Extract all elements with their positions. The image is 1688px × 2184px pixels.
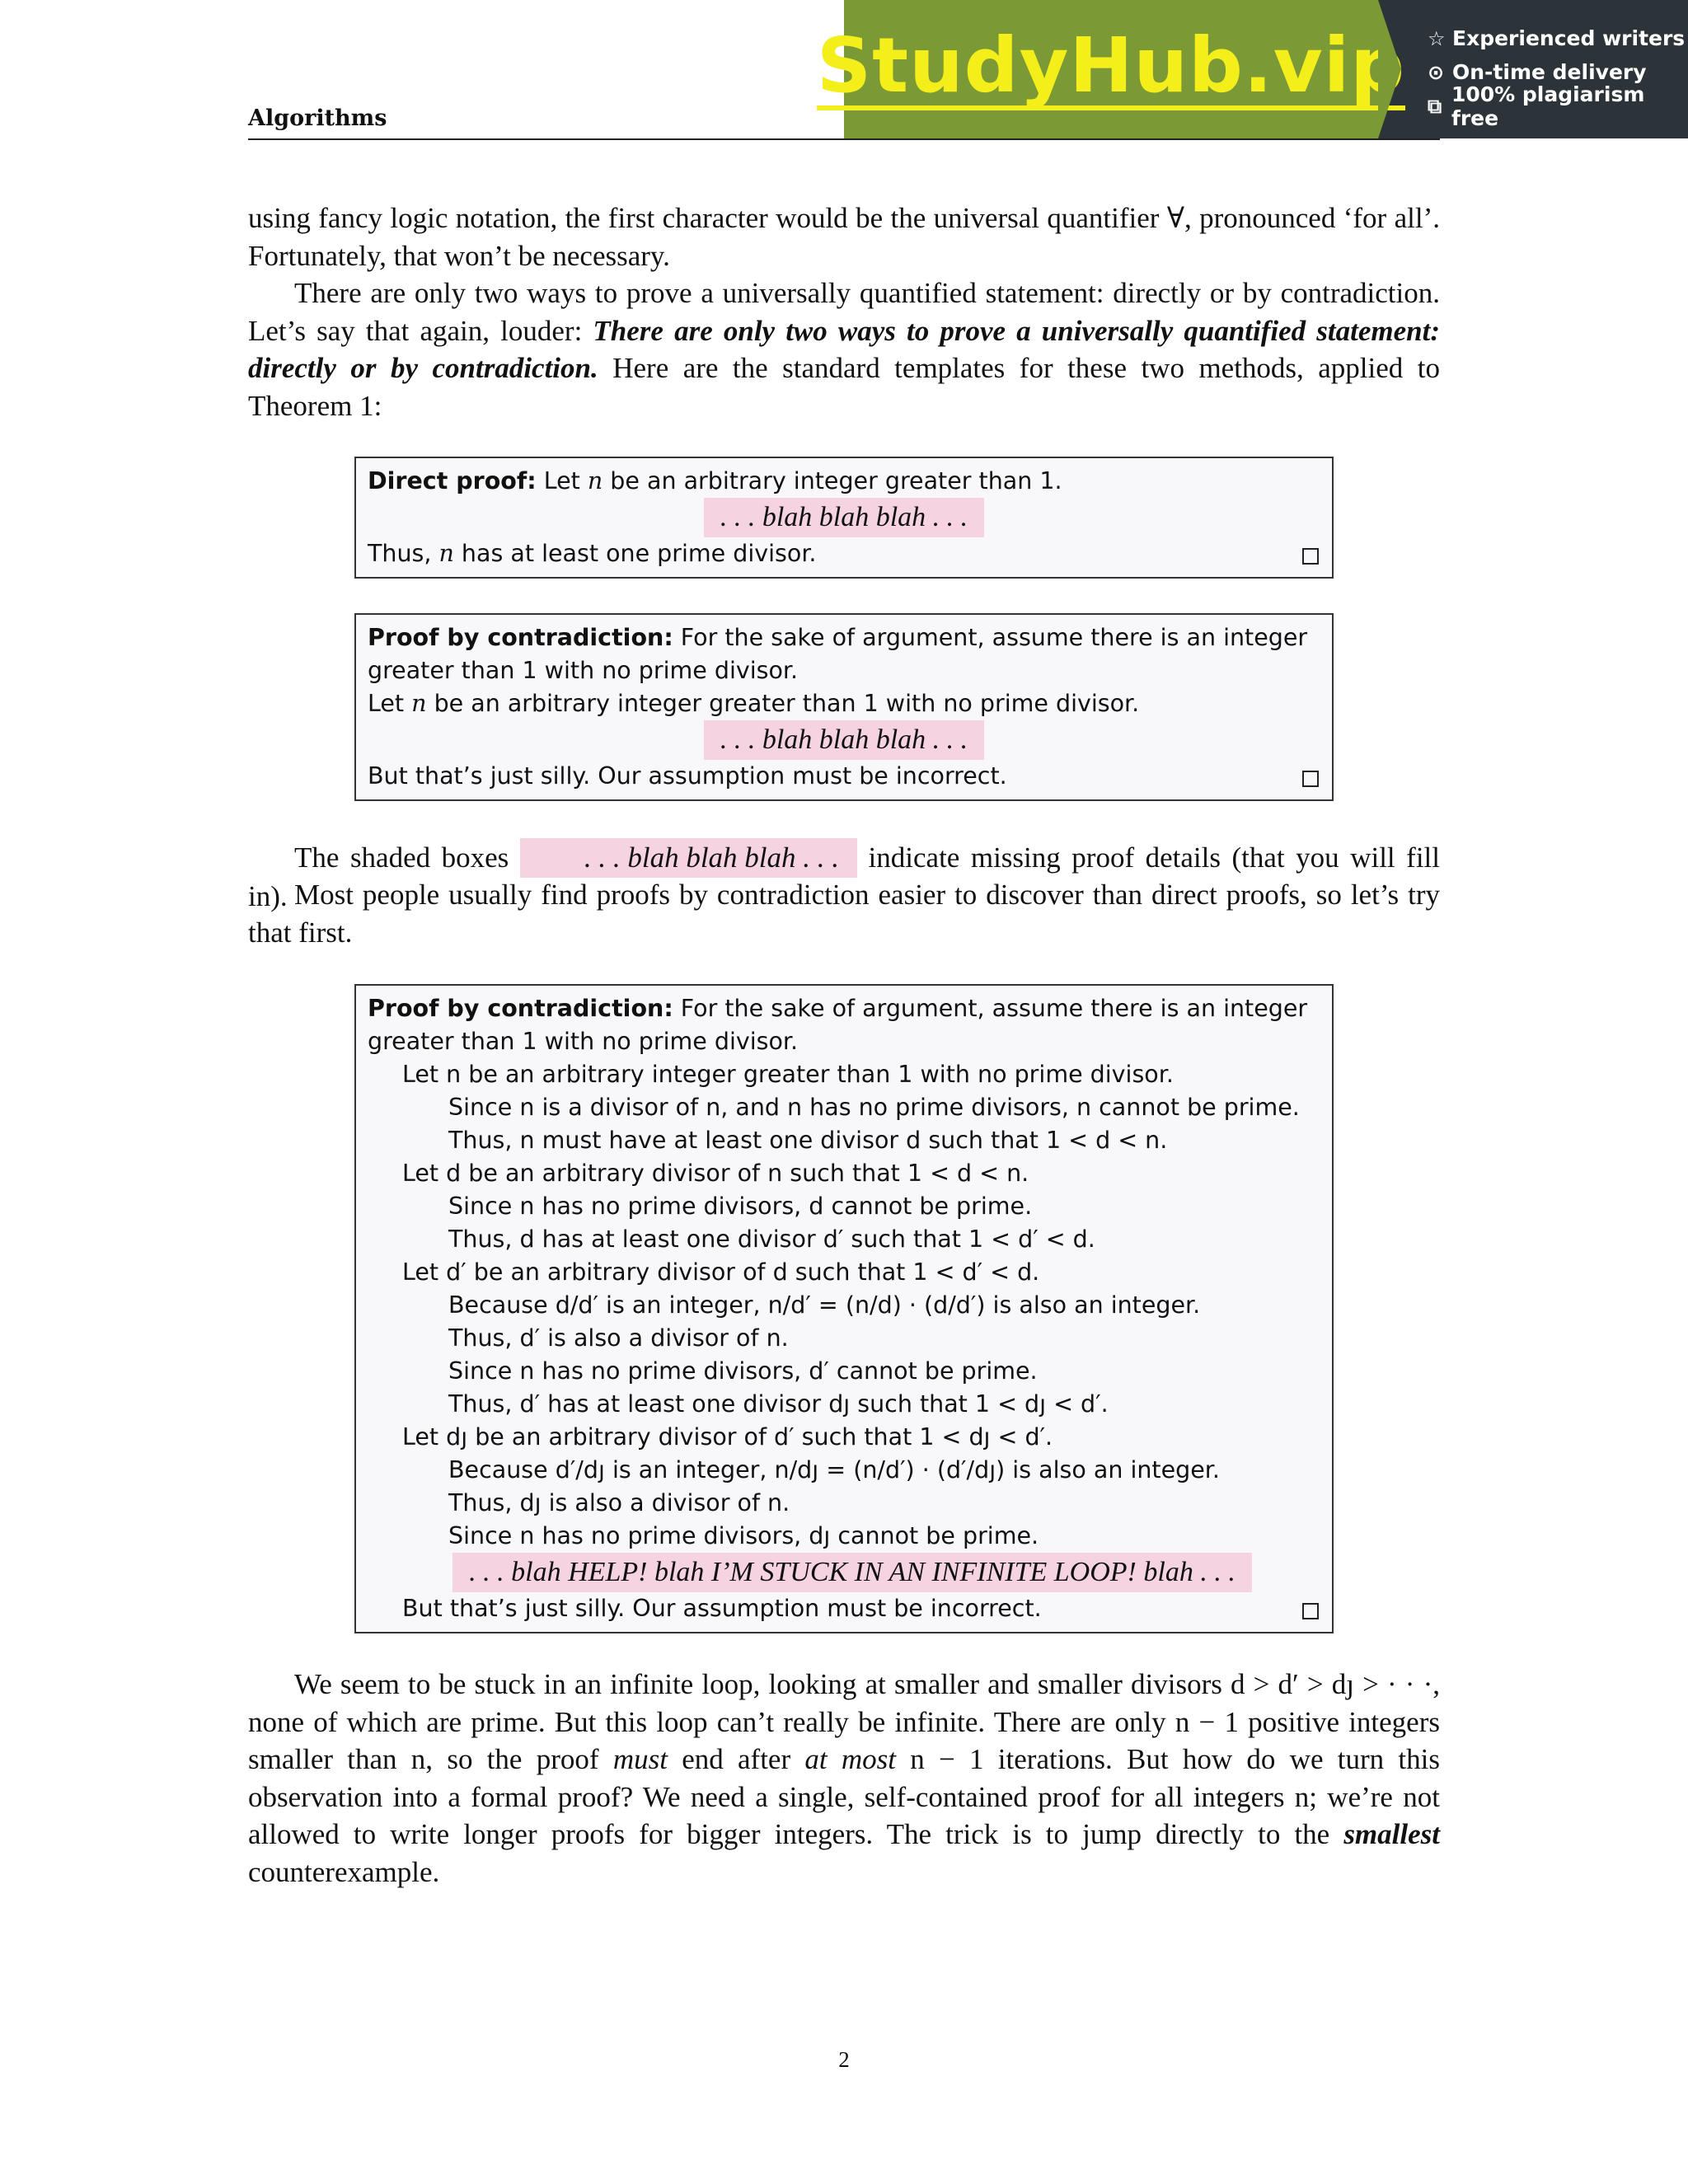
studyhub-logo[interactable]: [816, 0, 1406, 138]
text-run: But that’s just silly. Our assumption must be incorrect.: [402, 1595, 1042, 1622]
contradiction-blah-row: [368, 720, 1320, 760]
direct-proof-line-1: [368, 465, 1320, 498]
text-run: end after: [667, 1743, 805, 1775]
text-run: Let: [536, 467, 588, 494]
blah-placeholder: . . . blah HELP! blah I’M STUCK IN AN INFINITE LOOP! blah . . .: [452, 1553, 1252, 1592]
proof-line: Let d′ be an arbitrary divisor of d such that 1 < d′ < d.: [402, 1258, 1040, 1286]
banner-feature-list: [1378, 0, 1688, 138]
banner-arrow: [1378, 0, 1401, 138]
clock-icon: ⊙: [1428, 60, 1445, 84]
paragraph-1: using fancy logic notation, the first character would be the universal quantifier ∀, pronounced ‘for all’. Fortunately, that won’t be necessary.: [248, 202, 1440, 272]
proof-line: Since n has no prime divisors, d cannot be prime.: [448, 1193, 1033, 1220]
text-run: We seem to be stuck in an infinite loop, looking at smaller and smaller divisors d > d′ > dȷ > · · ·, none of which are prime. But this loop can’t really be infinite. There are only n − 1 positive integers smaller than n, so the proof: [248, 1668, 1440, 1775]
text-run: For the sake of argument, assume there is an integer greater than 1 with no prime divisor.: [368, 995, 1308, 1055]
long-proof-blah-row: [368, 1553, 1320, 1592]
qed-box-icon: [1302, 771, 1319, 787]
direct-proof-blah-row: [368, 498, 1320, 537]
para2-before: There are only two ways to prove a universally quantified statement: directly or by contradiction. Let’s say that again, louder:: [248, 277, 1440, 347]
text-run: n − 1 iterations. But how do we turn this observation into a formal proof? We need a single, self-contained proof for all integers n; we’re not allowed to write longer proofs for bigger integers. The trick is to jump directly to the: [248, 1743, 1440, 1850]
contradiction-proof-box: [354, 613, 1334, 801]
long-proof-intro: [368, 992, 1320, 1058]
contradiction-proof-closing: [368, 760, 1320, 793]
math-var: n: [411, 690, 427, 717]
proof-line: Thus, d has at least one divisor d′ such that 1 < d′ < d.: [448, 1226, 1095, 1253]
direct-proof-heading: Direct proof:: [368, 467, 537, 494]
contradiction-proof-heading: Proof by contradiction:: [368, 624, 673, 651]
feature-label: 100% plagiarism free: [1451, 82, 1645, 130]
blah-placeholder: . . . blah blah blah . . .: [704, 720, 984, 760]
blah-placeholder: . . . blah blah blah . . .: [704, 498, 984, 537]
contradiction-proof-intro: [368, 621, 1320, 687]
text-run: be an arbitrary integer greater than 1 with no prime divisor.: [426, 690, 1140, 717]
proof-line: Because d′/dȷ is an integer, n/dȷ = (n/d′) · (d′/dȷ) is also an integer.: [448, 1456, 1220, 1483]
text-run: But that’s just silly. Our assumption must be incorrect.: [368, 762, 1007, 790]
long-proof-lines: [368, 1058, 1320, 1553]
text-run: has at least one prime divisor.: [453, 540, 817, 567]
math-var: n: [438, 540, 454, 567]
proof-line: Thus, d′ has at least one divisor dȷ such that 1 < dȷ < d′.: [448, 1390, 1109, 1418]
contradiction-proof-line-2: [368, 687, 1320, 720]
math-var: n: [587, 467, 603, 494]
emphasis-must: must: [612, 1743, 668, 1775]
long-contradiction-proof-box: [354, 984, 1334, 1633]
feature-label: Experienced writers: [1452, 26, 1686, 50]
proof-line: Since n has no prime divisors, d′ cannot be prime.: [448, 1357, 1038, 1385]
text-run: For the sake of argument, assume there is an integer greater than 1 with no prime divisor.: [368, 624, 1308, 684]
header-rule: [248, 138, 1440, 140]
star-icon: ☆: [1428, 26, 1446, 50]
logo-text: StudyHub.vip: [816, 21, 1406, 110]
running-header: Algorithms: [248, 105, 387, 131]
proof-line: Let n be an arbitrary integer greater than 1 with no prime divisor.: [402, 1061, 1174, 1088]
proof-line: Let d be an arbitrary divisor of n such that 1 < d < n.: [402, 1160, 1029, 1187]
long-proof-closing: [368, 1592, 1320, 1625]
qed-box-icon: [1302, 1603, 1319, 1619]
feature-label: On-time delivery: [1452, 60, 1647, 84]
proof-line: Let dȷ be an arbitrary divisor of d′ such that 1 < dȷ < d′.: [402, 1423, 1053, 1451]
long-proof-heading: Proof by contradiction:: [368, 995, 673, 1022]
paragraph-2: [248, 274, 1440, 424]
paragraph-4: Most people usually find proofs by contradiction easier to discover than direct proofs, so let’s try that first.: [248, 879, 1440, 949]
para2-after: Here are the standard templates for these two methods, applied to Theorem 1:: [248, 352, 1440, 422]
direct-proof-line-3: [368, 537, 1320, 570]
page-number: 2: [838, 2047, 850, 2072]
proof-line: Thus, dȷ is also a divisor of n.: [448, 1489, 790, 1516]
qed-box-icon: [1302, 548, 1319, 565]
text-run: The shaded boxes: [294, 841, 520, 874]
emphasis-smallest: smallest: [1343, 1818, 1440, 1850]
copy-icon: ⧉: [1428, 94, 1442, 118]
para2-emphasis: There are only two ways to prove a universally quantified statement: directly or by contradiction.: [248, 314, 1440, 384]
studyhub-banner[interactable]: [816, 0, 1688, 138]
paragraph-5: [248, 1666, 1440, 1891]
proof-line: Since n is a divisor of n, and n has no prime divisors, n cannot be prime.: [448, 1094, 1300, 1121]
text-run: be an arbitrary integer greater than 1.: [603, 467, 1062, 494]
direct-proof-box: [354, 457, 1334, 579]
feature-item: [1428, 21, 1688, 55]
proof-line: Thus, d′ is also a divisor of n.: [448, 1324, 789, 1352]
feature-item: [1428, 82, 1688, 130]
text-run: counterexample.: [248, 1855, 440, 1888]
proof-line: Because d/d′ is an integer, n/d′ = (n/d) · (d/d′) is also an integer.: [448, 1291, 1201, 1319]
proof-line: Thus, n must have at least one divisor d such that 1 < d < n.: [448, 1127, 1168, 1154]
blah-placeholder-inline: . . . blah blah blah . . .: [520, 838, 857, 878]
text-run: Let: [368, 690, 412, 717]
emphasis-at-most: at most: [804, 1743, 896, 1775]
text-run: indicate missing proof details (that you will fill in).: [248, 841, 1441, 912]
text-run: Thus,: [368, 540, 439, 567]
proof-line: Since n has no prime divisors, dȷ cannot be prime.: [448, 1522, 1039, 1549]
